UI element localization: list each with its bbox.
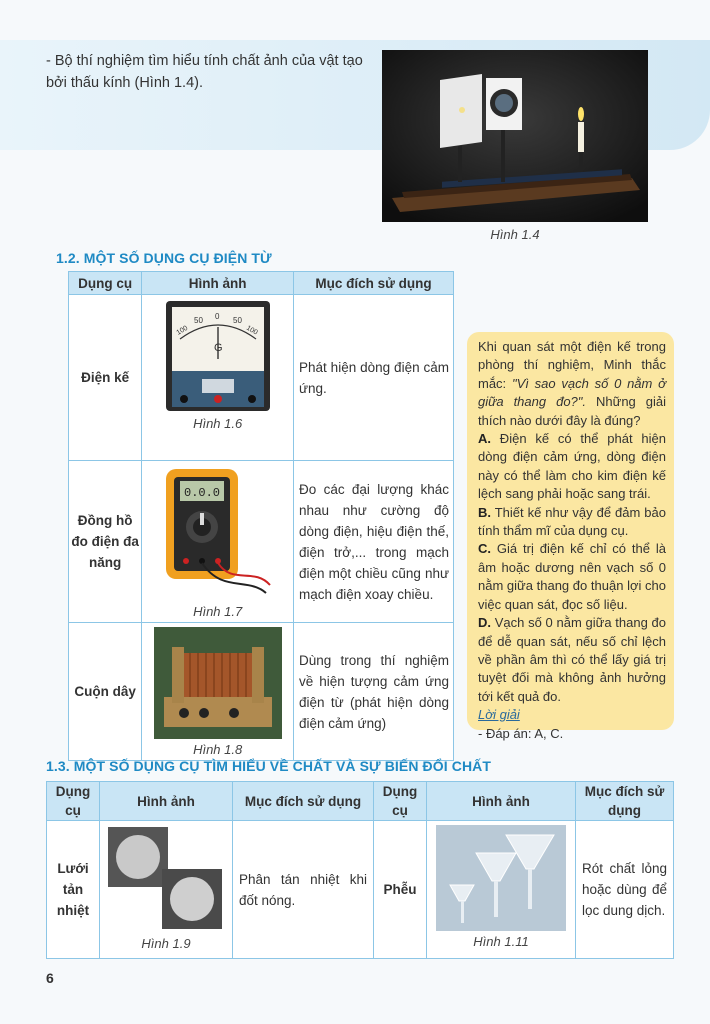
option-b (478, 504, 666, 541)
electromagnetic-tools-table (68, 271, 454, 761)
table-header-row (69, 272, 454, 295)
table-header-purpose-2: Mục đích sử dụng (576, 782, 674, 821)
intro-text: - Bộ thí nghiệm tìm hiểu tính chất ảnh của vật tạo bởi thấu kính (Hình 1.4). (46, 53, 363, 91)
multimeter-display: 0.0.0 (183, 486, 220, 500)
question-quote: "Vì sao vạch số 0 nằm ở giữa thang đo?". (478, 375, 666, 410)
table-header-purpose: Mục đích sử dụng (294, 272, 454, 295)
substance-tools-table (46, 781, 674, 959)
table-header-purpose-1: Mục đích sử dụng (233, 782, 374, 821)
option-d-text: Vạch số 0 nằm giữa thang đo để dễ quan sát, nếu số chỉ lệch về phần âm thì có thể lấy giá trị tuyệt đối mà không ảnh hưởng tới kết quả đo. (478, 615, 666, 704)
figure-caption-1-11: Hình 1.11 (473, 934, 529, 949)
table-row (69, 461, 454, 623)
figure-caption-1-6: Hình 1.6 (193, 416, 243, 431)
option-b-label: B. (478, 504, 491, 520)
option-d-label: D. (478, 615, 491, 631)
option-b-text: Thiết kế như vậy để đảm bảo tính thẩm mĩ của dụng cụ. (478, 504, 666, 539)
wire-gauze-illustration (106, 825, 226, 933)
galvanometer-scale-2: 0 (214, 312, 220, 321)
section-title-1-3: 1.3. MỘT SỐ DỤNG CỤ TÌM HIỂU VỀ CHẤT VÀ SỰ BIẾN ĐỔI CHẤT (46, 758, 492, 774)
table-row (69, 295, 454, 461)
question-intro-b: Những giải thích nào dưới đây là đúng? (478, 394, 666, 428)
question-intro-a: Khi quan sát một điện kế trong phòng thí nghiệm, Minh thắc mắc: (478, 339, 666, 391)
tool-wire-gauze: Lưới tản nhiệt (47, 821, 100, 959)
optics-bench-illustration (382, 50, 648, 222)
funnel-image-cell (427, 821, 576, 959)
table-row (47, 821, 674, 959)
optics-bench-photo (382, 50, 648, 222)
option-c-text: Giá trị điện kế chỉ có thể là âm hoặc dương nên vạch số 0 nằm giữa thang đo thuận lợi cho việc quan sát, đọc số liệu. (478, 541, 666, 612)
option-d (478, 614, 666, 706)
galvanometer-scale-4: 100 (244, 324, 259, 337)
table-header-image-2: Hình ảnh (427, 782, 576, 821)
question-text (478, 338, 666, 430)
table-header-image: Hình ảnh (142, 272, 294, 295)
section-title-1-2: 1.2. MỘT SỐ DỤNG CỤ ĐIỆN TỪ (56, 250, 272, 266)
galvanometer-scale-0: 100 (175, 324, 189, 337)
table-header-row (47, 782, 674, 821)
purpose-wire-gauze: Phân tán nhiệt khi đốt nóng. (233, 821, 374, 959)
tool-funnel: Phễu (374, 821, 427, 959)
galvanometer-scale-1: 50 (193, 316, 203, 325)
purpose-galvanometer: Phát hiện dòng điện cảm ứng. (294, 295, 454, 461)
multimeter-image-cell (142, 461, 294, 623)
option-a (478, 430, 666, 504)
table-header-tool-1: Dụng cụ (47, 782, 100, 821)
figure-caption-1-7: Hình 1.7 (193, 604, 243, 619)
tool-multimeter: Đồng hồ đo điện đa năng (69, 461, 142, 623)
figure-caption-1-4: Hình 1.4 (490, 227, 540, 242)
purpose-coil: Dùng trong thí nghiệm về hiện tượng cảm ứng điện từ (phát hiện dòng điện cảm ứng) (294, 623, 454, 761)
coil-illustration (154, 627, 282, 739)
tool-galvanometer: Điện kế (69, 295, 142, 461)
multimeter-illustration (162, 465, 274, 601)
option-a-label: A. (478, 431, 491, 447)
funnel-illustration (436, 825, 566, 931)
tool-coil: Cuộn dây (69, 623, 142, 761)
table-header-tool: Dụng cụ (69, 272, 142, 295)
galvanometer-image-cell (142, 295, 294, 461)
galvanometer-scale-3: 50 (232, 316, 242, 325)
question-box-content (478, 338, 666, 743)
purpose-multimeter: Đo các đại lượng khác nhau như cường độ dòng điện, hiệu điện thế, điện trở,... trong mạch điện một chiều cũng như mạch điện xoay chiều. (294, 461, 454, 623)
coil-image-cell (142, 623, 294, 761)
solution-title: Lời giải (478, 707, 520, 723)
table-row (69, 623, 454, 761)
option-c-label: C. (478, 541, 491, 557)
option-c (478, 540, 666, 614)
figure-caption-1-8: Hình 1.8 (193, 742, 243, 757)
solution-text: - Đáp án: A, C. (478, 725, 564, 741)
option-a-text: Điện kế có thể phát hiện dòng điện cảm ứng, dòng điện này có thể làm cho kim điện kế lệch sang phải hoặc sang trái. (478, 431, 666, 502)
table-header-image-1: Hình ảnh (100, 782, 233, 821)
table-header-tool-2: Dụng cụ (374, 782, 427, 821)
page-number: 6 (46, 970, 54, 986)
purpose-funnel: Rót chất lỏng hoặc dùng để lọc dung dịch. (576, 821, 674, 959)
figure-caption-1-9: Hình 1.9 (141, 936, 191, 951)
galvanometer-letter: G (213, 342, 223, 354)
wire-gauze-image-cell (100, 821, 233, 959)
galvanometer-illustration (164, 299, 272, 413)
